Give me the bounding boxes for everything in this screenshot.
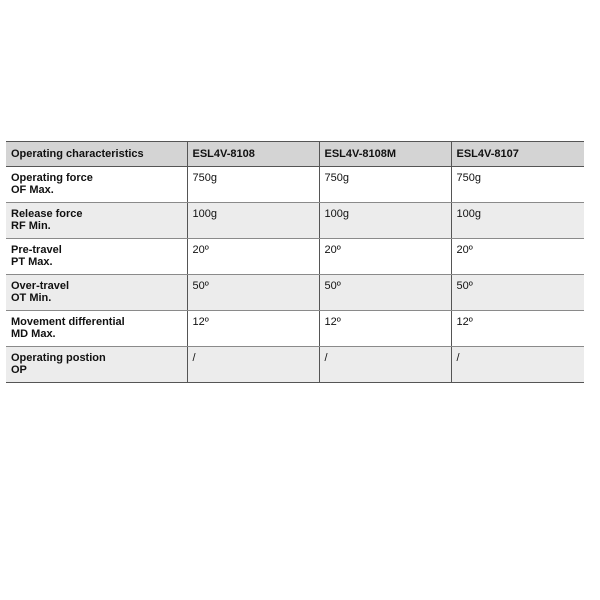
table-row xyxy=(6,275,584,311)
table-cell: / xyxy=(187,347,319,383)
table-cell: 750g xyxy=(319,167,451,203)
table-header-row xyxy=(6,142,584,167)
table-cell: 12º xyxy=(187,311,319,347)
table-cell: 50º xyxy=(451,275,584,311)
row-label-abbr: OF Max. xyxy=(11,184,54,196)
row-label xyxy=(6,311,187,347)
table-cell: / xyxy=(451,347,584,383)
table-cell: 750g xyxy=(451,167,584,203)
table-row xyxy=(6,311,584,347)
row-label-abbr: PT Max. xyxy=(11,256,53,268)
table-cell: 20º xyxy=(319,239,451,275)
table-cell: 20º xyxy=(187,239,319,275)
table-cell: 20º xyxy=(451,239,584,275)
table-row xyxy=(6,239,584,275)
row-label-name: Operating postion xyxy=(11,352,106,364)
table-row xyxy=(6,347,584,383)
row-label-abbr: OP xyxy=(11,364,27,376)
row-label-name: Pre-travel xyxy=(11,244,62,256)
table-cell: 750g xyxy=(187,167,319,203)
row-label-name: Over-travel xyxy=(11,280,70,292)
table-cell: 100g xyxy=(319,203,451,239)
table-row xyxy=(6,167,584,203)
row-label-name: Movement differential xyxy=(11,316,125,328)
row-label-abbr: RF Min. xyxy=(11,220,51,232)
table-row xyxy=(6,203,584,239)
row-label-abbr: MD Max. xyxy=(11,328,56,340)
row-label xyxy=(6,275,187,311)
header-model-8108m: ESL4V-8108M xyxy=(319,142,451,167)
row-label-name: Release force xyxy=(11,208,83,220)
row-label xyxy=(6,239,187,275)
table-cell: 100g xyxy=(187,203,319,239)
table-cell: / xyxy=(319,347,451,383)
row-label-name: Operating force xyxy=(11,172,93,184)
row-label xyxy=(6,167,187,203)
table-cell: 12º xyxy=(451,311,584,347)
table-cell: 100g xyxy=(451,203,584,239)
header-characteristics: Operating characteristics xyxy=(6,142,187,167)
header-model-8107: ESL4V-8107 xyxy=(451,142,584,167)
table-cell: 50º xyxy=(319,275,451,311)
spec-table xyxy=(6,141,584,383)
row-label xyxy=(6,347,187,383)
header-model-8108: ESL4V-8108 xyxy=(187,142,319,167)
row-label-abbr: OT Min. xyxy=(11,292,52,304)
row-label xyxy=(6,203,187,239)
table-cell: 50º xyxy=(187,275,319,311)
table-cell: 12º xyxy=(319,311,451,347)
